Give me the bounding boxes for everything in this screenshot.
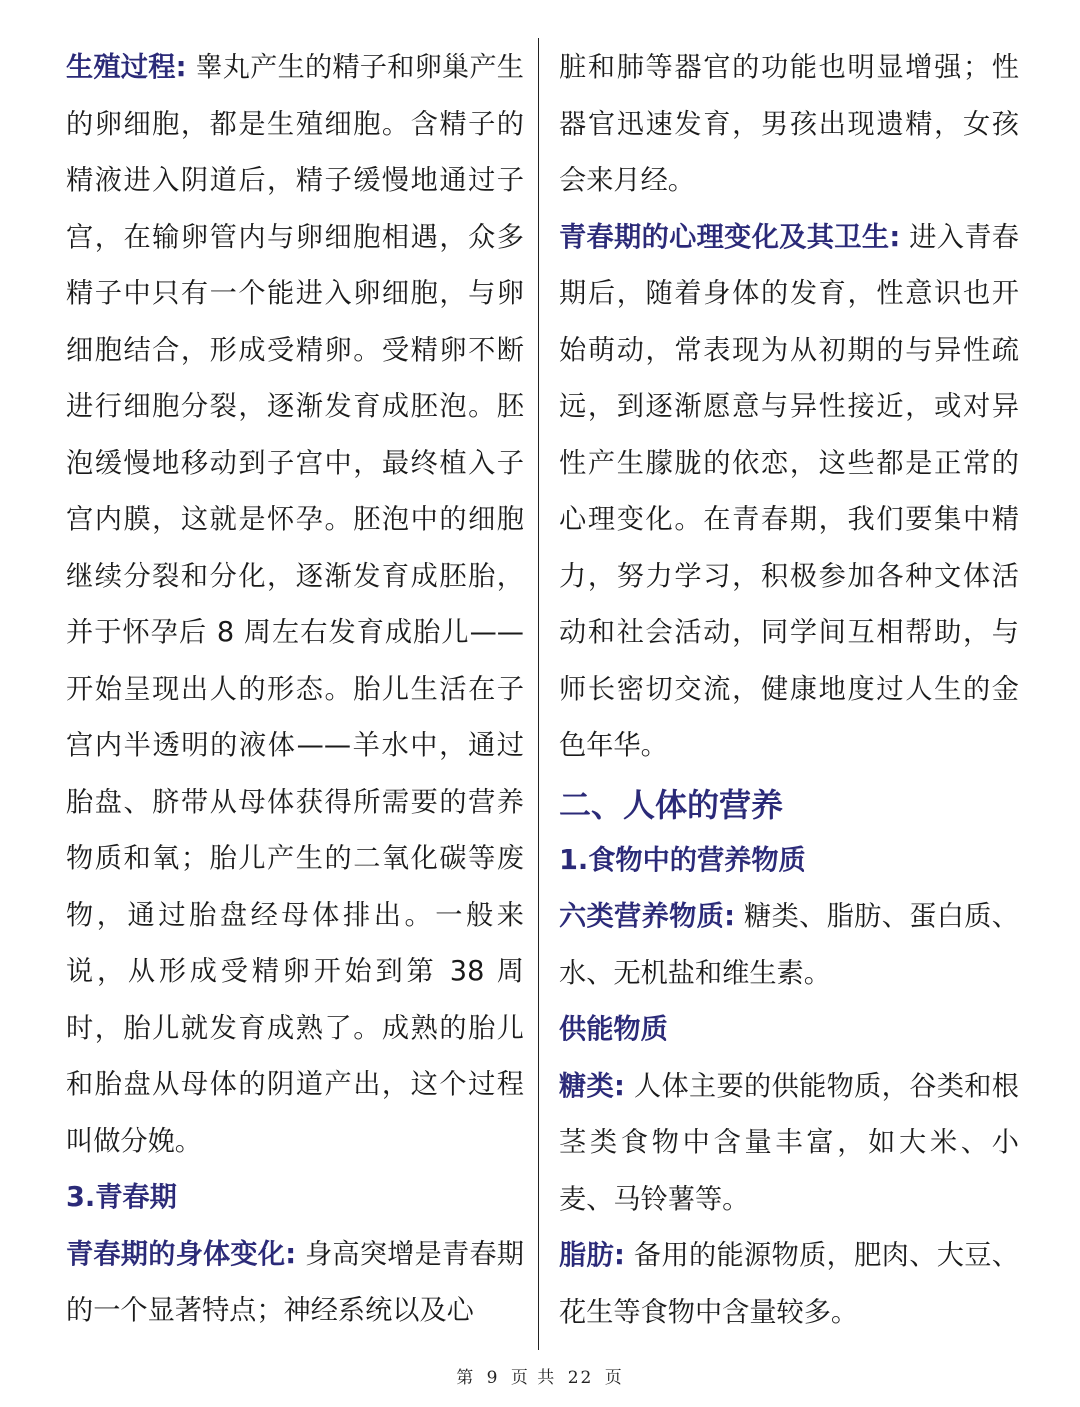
- term-six-nutrients: 六类营养物质:: [559, 901, 736, 932]
- term-fats: 脂肪:: [559, 1240, 625, 1271]
- footer-page-number: 9: [486, 1368, 500, 1388]
- footer-mid: 页 共: [510, 1368, 557, 1388]
- paragraph-six-nutrients: [559, 889, 1019, 1002]
- paragraph-reproduction-process: [66, 40, 524, 1170]
- heading-energy-substances: 供能物质: [559, 1014, 668, 1045]
- right-column: [559, 40, 1019, 1341]
- term-reproduction-process: 生殖过程:: [66, 52, 187, 83]
- text-carbohydrates: 人体主要的供能物质，谷类和根茎类食物中含量丰富，如大米、小麦、马铃薯等。: [559, 1070, 1019, 1215]
- heading-puberty: 3.青春期: [66, 1182, 177, 1213]
- heading-nutrition: 二、人体的营养: [559, 785, 784, 824]
- text-fats: 备用的能源物质，肥肉、大豆、花生等食物中含量较多。: [559, 1240, 1019, 1328]
- text-puberty-mind: 进入青春期后，随着身体的发育，性意识也开始萌动，常表现为从初期的与异性疏远，到逐渐愿意与异性接近，或对异性产生朦胧的依恋，这些都是正常的心理变化。在青春期，我们要集中精力，努力学习，积极参加各种文体活动和社会活动，同学间互相帮助，与师长密切交流，健康地度过人生的金色年华。: [559, 221, 1019, 761]
- footer-total-pages: 22: [567, 1368, 594, 1388]
- term-puberty-mind: 青春期的心理变化及其卫生:: [559, 221, 901, 253]
- term-carbohydrates: 糖类:: [559, 1070, 625, 1102]
- footer-prefix: 第: [456, 1368, 476, 1388]
- paragraph-carbohydrates: [559, 1059, 1019, 1229]
- heading-nutrients-in-food: 1.食物中的营养物质: [559, 844, 806, 876]
- page-footer: [0, 1363, 1080, 1388]
- paragraph-puberty-body: [66, 1227, 524, 1340]
- footer-suffix: 页: [604, 1368, 624, 1388]
- text-six-nutrients: 糖类、脂肪、蛋白质、水、无机盐和维生素。: [559, 901, 1019, 989]
- text-reproduction-process: 睾丸产生的精子和卵巢产生的卵细胞，都是生殖细胞。含精子的精液进入阴道后，精子缓慢地通过子宫，在输卵管内与卵细胞相遇，众多精子中只有一个能进入卵细胞，与卵细胞结合，形成受精卵。受精卵不断进行细胞分裂，逐渐发育成胚泡。胚泡缓慢地移动到子宫中，最终植入子宫内膜，这就是怀孕。胚泡中的细胞继续分裂和分化，逐渐发育成胚胎，并于怀孕后 8 周左右发育成胎儿——开始呈现出人的形态。胎儿生活在子宫内半透明的液体——羊水中，通过胎盘、脐带从母体获得所需要的营养物质和氧；胎儿产生的二氧化碳等废物，通过胎盘经母体排出。一般来说，从形成受精卵开始到第 38 周时，胎儿就发育成熟了。成熟的胎儿和胎盘从母体的阴道产出，这个过程叫做分娩。: [66, 52, 524, 1157]
- term-puberty-body: 青春期的身体变化:: [66, 1238, 297, 1270]
- paragraph-fats: [559, 1228, 1019, 1341]
- left-column: [66, 40, 524, 1340]
- column-divider: [538, 38, 539, 1350]
- paragraph-puberty-mind: [559, 210, 1019, 775]
- paragraph-puberty-body-continued: 脏和肺等器官的功能也明显增强；性器官迅速发育，男孩出现遗精，女孩会来月经。: [559, 52, 1019, 196]
- text-puberty-body: 身高突增是青春期的一个显著特点；神经系统以及心: [66, 1238, 524, 1326]
